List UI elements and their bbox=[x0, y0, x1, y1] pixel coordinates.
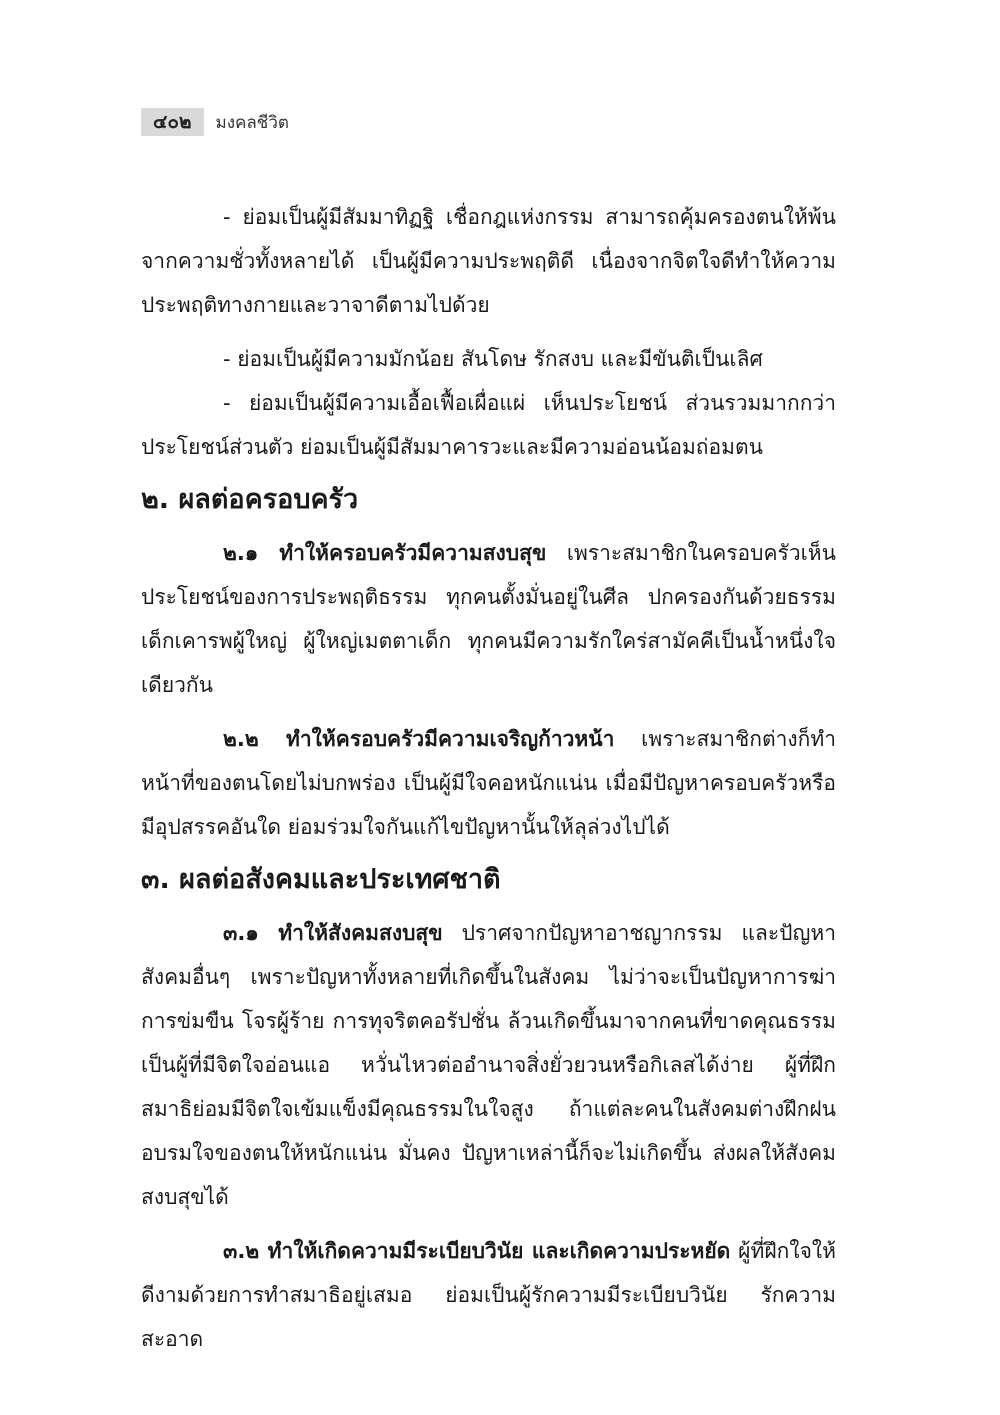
bullet-paragraph: - ย่อมเป็นผู้มีความเอื้อเฟื้อเผื่อแผ่ เห็นประโยชน์ ส่วนรวมมากกว่าประโยชน์ส่วนตัว ย่อมเป็นผู้มีสัมมาคารวะและมีความอ่อนน้อมถ่อมตน bbox=[141, 391, 836, 459]
subsection-title: ๒.๒ ทำให้ครอบครัวมีความเจริญก้าวหน้า bbox=[223, 727, 615, 751]
subsection-text: ผู้ที่ฝึกใจให้ดีงามด้วยการทำสมาธิอยู่เสมอ ย่อมเป็นผู้รักความมีระเบียบวินัย รักความสะอาด bbox=[141, 1239, 836, 1351]
subsection-title: ๒.๑ ทำให้ครอบครัวมีความสงบสุข bbox=[223, 541, 547, 565]
subsection-title: ๓.๑ ทำให้สังคมสงบสุข bbox=[223, 921, 443, 945]
book-title: มงคลชีวิต bbox=[215, 112, 289, 133]
section-heading-society: ๓. ผลต่อสังคมและประเทศชาติ bbox=[141, 864, 501, 895]
subsection-text: เพราะสมาชิกต่างก็ทำหน้าที่ของตนโดยไม่บกพร่อง เป็นผู้มีใจคอหนักแน่น เมื่อมีปัญหาครอบครัวหรือมีอุปสรรคอันใด ย่อมร่วมใจกันแก้ไขปัญหานั้นให้ลุล่วงไปได้ bbox=[141, 727, 837, 839]
subsection-title: ๓.๒ ทำให้เกิดความมีระเบียบวินัย และเกิดความประหยัด bbox=[223, 1239, 731, 1263]
subsection-text: ปราศจากปัญหาอาชญากรรม และปัญหาสังคมอื่นๆ เพราะปัญหาทั้งหลายที่เกิดขึ้นในสังคม ไม่ว่าจะเป็นปัญหาการฆ่าการข่มขืน โจรผู้ร้าย การทุจริตคอรัปชั่น ล้วนเกิดขึ้นมาจากคนที่ขาดคุณธรรมเป็นผู้ที่มีจิตใจอ่อนแอ หวั่นไหวต่ออำนาจสิ่งยั่วยวนหรือกิเลสได้ง่าย ผู้ที่ฝึกสมาธิย่อมมีจิตใจเข้มแข็งมีคุณธรรมในใจสูง ถ้าแต่ละคนในสังคมต่างฝึกฝนอบรมใจของตนให้หนักแน่น มั่นคง ปัญหาเหล่านี้ก็จะไม่เกิดขึ้น ส่งผลให้สังคมสงบสุขได้ bbox=[141, 921, 836, 1209]
subsection-paragraph bbox=[141, 911, 836, 1219]
section-heading-family: ๒. ผลต่อครอบครัว bbox=[141, 484, 359, 515]
subsection-text: เพราะสมาชิกในครอบครัวเห็นประโยชน์ของการประพฤติธรรม ทุกคนตั้งมั่นอยู่ในศีล ปกครองกันด้วยธรรม เด็กเคารพผู้ใหญ่ ผู้ใหญ่เมตตาเด็ก ทุกคนมีความรักใคร่สามัคคีเป็นน้ำหนึ่งใจเดียวกัน bbox=[141, 541, 836, 697]
subsection-paragraph bbox=[141, 1229, 836, 1361]
page-header bbox=[141, 108, 289, 136]
page-number: ๔๐๒ bbox=[141, 108, 204, 136]
subsection-paragraph bbox=[141, 717, 836, 849]
bullet-paragraph: - ย่อมเป็นผู้มีความมักน้อย สันโดษ รักสงบ และมีขันติเป็นเลิศ bbox=[223, 347, 763, 371]
page-body bbox=[141, 195, 836, 1361]
bullet-paragraph: - ย่อมเป็นผู้มีสัมมาทิฏฐิ เชื่อกฎแห่งกรรม สามารถคุ้มครองตนให้พ้นจากความชั่วทั้งหลายได้ เป็นผู้มีความประพฤติดี เนื่องจากจิตใจดีทำให้ความประพฤติทางกายและวาจาดีตามไปด้วย bbox=[141, 205, 836, 317]
subsection-paragraph bbox=[141, 531, 836, 707]
